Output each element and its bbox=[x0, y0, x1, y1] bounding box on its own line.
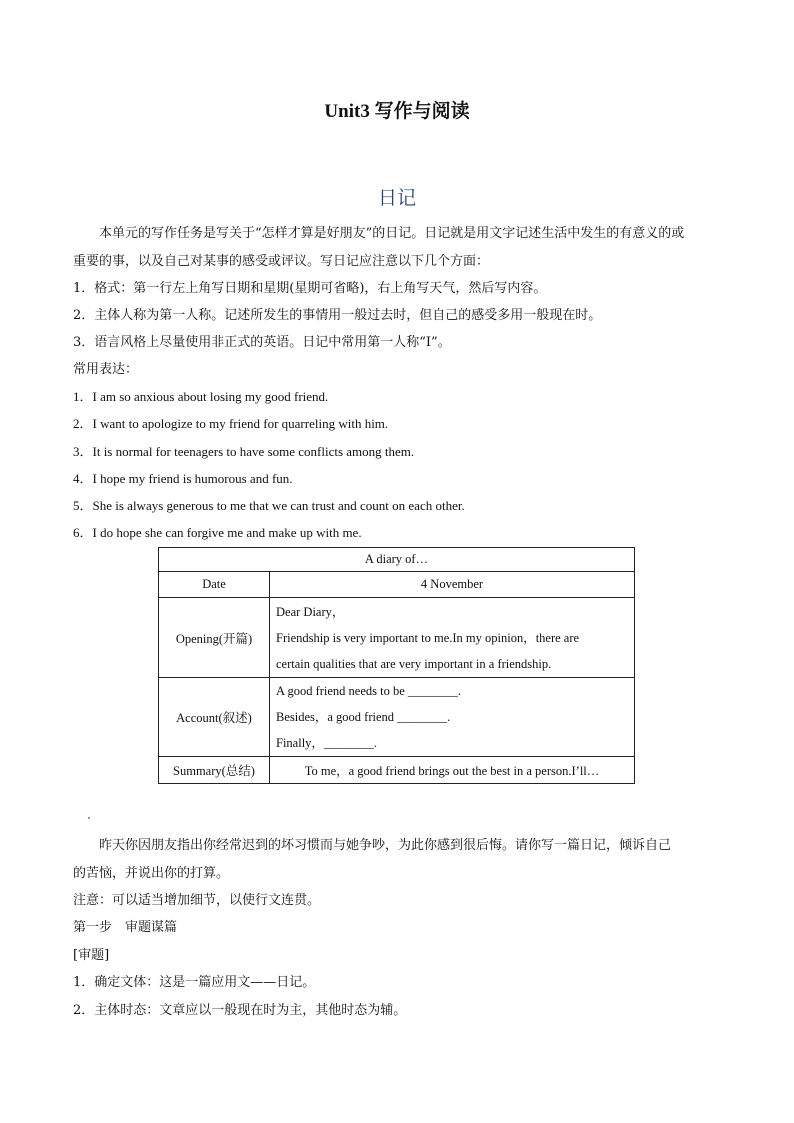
account-content bbox=[270, 678, 635, 757]
expression-item: 6．I do hope she can forgive me and make up with me. bbox=[73, 525, 362, 540]
format-point: 2．主体人称为第一人称。记述所发生的事情用一般过去时，但自己的感受多用一般现在时。 bbox=[73, 308, 602, 323]
intro-paragraph-line: 重要的事，以及自己对某事的感受或评议。写日记应注意以下几个方面： bbox=[73, 254, 490, 269]
summary-label: Summary(总结) bbox=[159, 757, 270, 784]
opening-line: Dear Diary， bbox=[276, 604, 345, 619]
review-item: 2．主体时态：文章应以一般现在时为主，其他时态为辅。 bbox=[73, 1003, 407, 1018]
task-paragraph-line: 昨天你因朋友指出你经常迟到的坏习惯而与她争吵，为此你感到很后悔。请你写一篇日记，倾诉自己 bbox=[99, 838, 672, 853]
summary-text: To me，a good friend brings out the best in a person.I’ll… bbox=[270, 757, 635, 784]
date-value: 4 November bbox=[270, 572, 635, 598]
task-paragraph-line: 的苦恼，并说出你的打算。 bbox=[73, 866, 230, 881]
task-note: 注意：可以适当增加细节，以使行文连贯。 bbox=[73, 893, 321, 908]
expression-item: 3．It is normal for teenagers to have some conflicts among them. bbox=[73, 444, 415, 459]
format-point: 3．语言风格上尽量使用非正式的英语。日记中常用第一人称“I”。 bbox=[73, 335, 451, 350]
opening-line: Friendship is very important to me.In my opinion，there are bbox=[276, 630, 580, 645]
table-header: A diary of… bbox=[159, 548, 635, 572]
account-line: A good friend needs to be ________. bbox=[276, 684, 462, 698]
opening-content bbox=[270, 598, 635, 678]
account-line: Besides，a good friend ________. bbox=[276, 710, 451, 724]
diary-table bbox=[158, 547, 635, 784]
step-heading: 第一步 审题谋篇 bbox=[73, 920, 178, 935]
expressions-label: 常用表达： bbox=[73, 362, 139, 377]
stray-mark bbox=[88, 817, 90, 819]
expression-item: 5．She is always generous to me that we can trust and count on each other. bbox=[73, 498, 465, 513]
expression-item: 2．I want to apologize to my friend for quarreling with him. bbox=[73, 416, 389, 431]
expression-item: 4．I hope my friend is humorous and fun. bbox=[73, 471, 293, 486]
opening-line: certain qualities that are very important in a friendship. bbox=[276, 656, 552, 671]
expression-item: 1．I am so anxious about losing my good friend. bbox=[73, 389, 329, 404]
account-label: Account(叙述) bbox=[159, 678, 270, 757]
intro-paragraph-line: 本单元的写作任务是写关于“怎样才算是好朋友”的日记。日记就是用文字记述生活中发生的有意义的或 bbox=[99, 226, 685, 241]
page-title: Unit3 写作与阅读 bbox=[324, 101, 470, 122]
format-point: 1．格式：第一行左上角写日期和星期(星期可省略)，右上角写天气，然后写内容。 bbox=[73, 281, 547, 296]
opening-label: Opening(开篇) bbox=[159, 598, 270, 678]
account-line: Finally，________. bbox=[276, 736, 378, 750]
review-label: [审题] bbox=[73, 948, 110, 963]
date-label: Date bbox=[159, 572, 270, 598]
review-item: 1．确定文体：这是一篇应用文——日记。 bbox=[73, 975, 316, 990]
section-title: 日记 bbox=[377, 187, 416, 209]
